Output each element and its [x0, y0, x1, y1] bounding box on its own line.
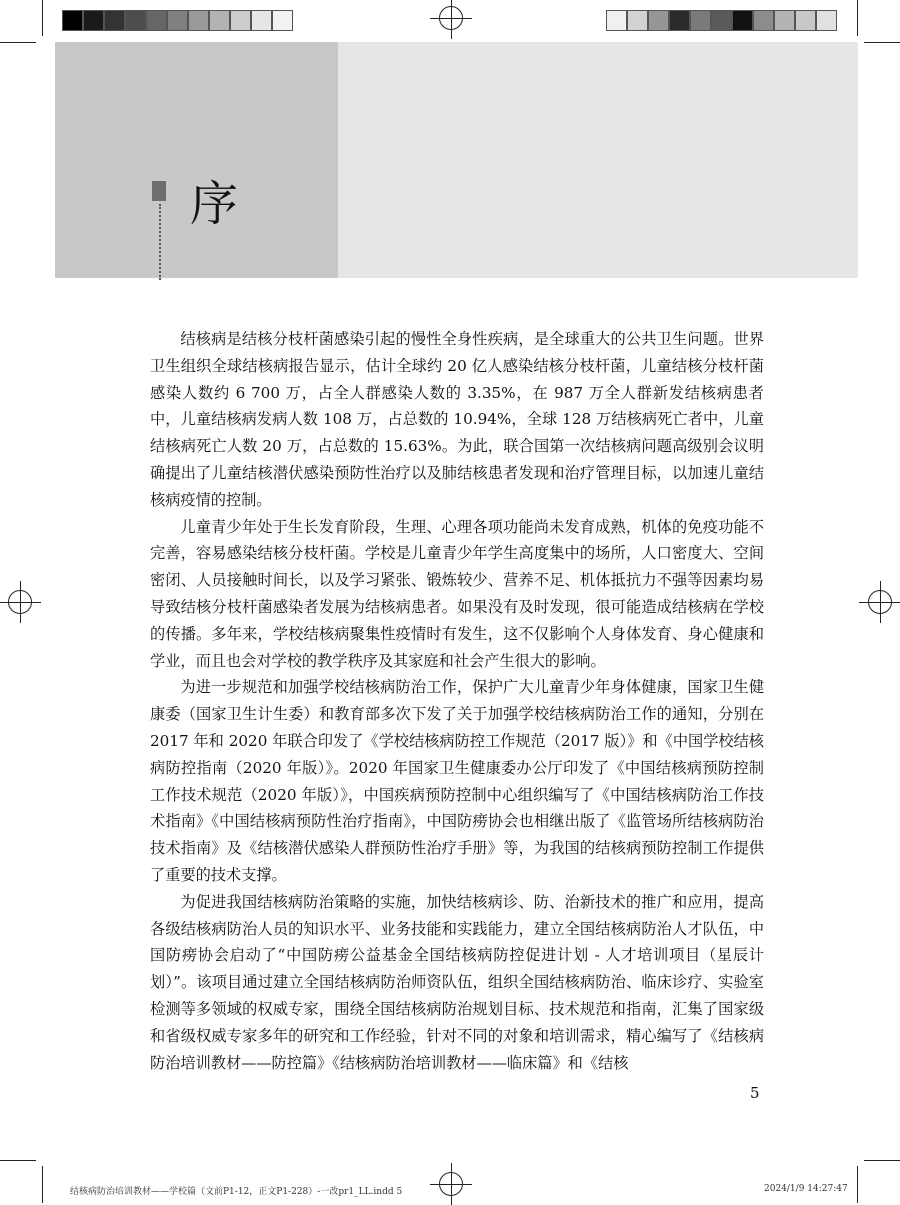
crop-mark-br-h	[864, 1160, 900, 1161]
calibration-swatch	[627, 10, 648, 31]
header-band-left	[55, 42, 338, 278]
calibration-swatch	[774, 10, 795, 31]
page-number: 5	[750, 1084, 760, 1102]
crop-mark-bl-h	[0, 1160, 36, 1161]
crop-mark-br-v	[857, 1166, 858, 1203]
calibration-swatch	[690, 10, 711, 31]
calibration-swatch	[795, 10, 816, 31]
title-marker-block	[152, 181, 166, 201]
crop-mark-tr-h	[864, 42, 900, 43]
calibration-swatch	[669, 10, 690, 31]
title-dotted-rule	[159, 204, 161, 280]
calibration-swatch	[209, 10, 230, 31]
calibration-swatch	[167, 10, 188, 31]
calibration-swatch	[711, 10, 732, 31]
crop-mark-tl-h	[0, 42, 36, 43]
calibration-swatch	[732, 10, 753, 31]
calibration-swatch	[146, 10, 167, 31]
crop-mark-tr-v	[857, 0, 858, 36]
chapter-title: 序	[190, 176, 239, 232]
calibration-swatch	[62, 10, 83, 31]
crop-mark-bl-v	[42, 1166, 43, 1203]
color-calibration-bar-left	[62, 10, 293, 31]
calibration-swatch	[125, 10, 146, 31]
registration-mark-bottom	[439, 1172, 463, 1196]
paragraph: 为进一步规范和加强学校结核病防治工作，保护广大儿童青少年身体健康，国家卫生健康委（国家卫生计生委）和教育部多次下发了关于加强学校结核病防治工作的通知，分别在 2017 年和 2020 年联合印发了《学校结核病防控工作规范（2017 版）》和《中国学校结核病防控指南（2020 年版）》。2020 年国家卫生健康委办公厅印发了《中国结核病预防控制工作技术规范（2020 年版）》，中国疾病预防控制中心组织编写了《中国结核病防治工作技术指南》《中国结核病预防性治疗指南》，中国防痨协会也相继出版了《监管场所结核病防治技术指南》及《结核潜伏感染人群预防性治疗手册》等，为我国的结核病预防控制工作提供了重要的技术支撑。	[150, 678, 764, 884]
calibration-swatch	[188, 10, 209, 31]
crop-mark-tl-v	[42, 0, 43, 36]
registration-mark-top	[439, 6, 463, 30]
print-slug-file: 结核病防治培训教材——学校篇（文前P1-12，正文P1-228）-一改pr1_LL.indd 5	[70, 1187, 403, 1197]
registration-mark-left	[8, 590, 32, 614]
color-calibration-bar-right	[606, 10, 837, 31]
registration-mark-right	[868, 590, 892, 614]
body-text	[150, 326, 764, 1076]
paragraph: 结核病是结核分枝杆菌感染引起的慢性全身性疾病，是全球重大的公共卫生问题。世界卫生组织全球结核病报告显示，估计全球约 20 亿人感染结核分枝杆菌，儿童结核分枝杆菌感染人数约 6 700 万，占全人群感染人数的 3.35%，在 987 万全人群新发结核病患者中，儿童结核病发病人数 108 万，占总数的 10.94%，全球 128 万结核病死亡者中，儿童结核病死亡人数 20 万，占总数的 15.63%。为此，联合国第一次结核病问题高级别会议明确提出了儿童结核潜伏感染预防性治疗以及肺结核患者发现和治疗管理目标，以加速儿童结核病疫情的控制。	[150, 330, 764, 509]
calibration-swatch	[606, 10, 627, 31]
paragraph: 儿童青少年处于生长发育阶段，生理、心理各项功能尚未发育成熟，机体的免疫功能不完善，容易感染结核分枝杆菌。学校是儿童青少年学生高度集中的场所，人口密度大、空间密闭、人员接触时间长，以及学习紧张、锻炼较少、营养不足、机体抵抗力不强等因素均易导致结核分枝杆菌感染者发展为结核病患者。如果没有及时发现，很可能造成结核病在学校的传播。多年来，学校结核病聚集性疫情时有发生，这不仅影响个人身体发育、身心健康和学业，而且也会对学校的教学秩序及其家庭和社会产生很大的影响。	[150, 517, 764, 670]
calibration-swatch	[83, 10, 104, 31]
calibration-swatch	[753, 10, 774, 31]
calibration-swatch	[104, 10, 125, 31]
calibration-swatch	[816, 10, 837, 31]
calibration-swatch	[230, 10, 251, 31]
paragraph: 为促进我国结核病防治策略的实施，加快结核病诊、防、治新技术的推广和应用，提高各级结核病防治人员的知识水平、业务技能和实践能力，建立全国结核病防治人才队伍，中国防痨协会启动了“中国防痨公益基金全国结核病防控促进计划 - 人才培训项目（星辰计划）”。该项目通过建立全国结核病防治师资队伍，组织全国结核病防治、临床诊疗、实验室检测等多领域的权威专家，围绕全国结核病防治规划目标、技术规范和指南，汇集了国家级和省级权威专家多年的研究和工作经验，针对不同的对象和培训需求，精心编写了《结核病防治培训教材——防控篇》《结核病防治培训教材——临床篇》和《结核	[150, 892, 764, 1072]
calibration-swatch	[272, 10, 293, 31]
header-band-right	[338, 42, 858, 278]
calibration-swatch	[648, 10, 669, 31]
calibration-swatch	[251, 10, 272, 31]
print-slug-timestamp: 2024/1/9 14:27:47	[764, 1184, 848, 1194]
